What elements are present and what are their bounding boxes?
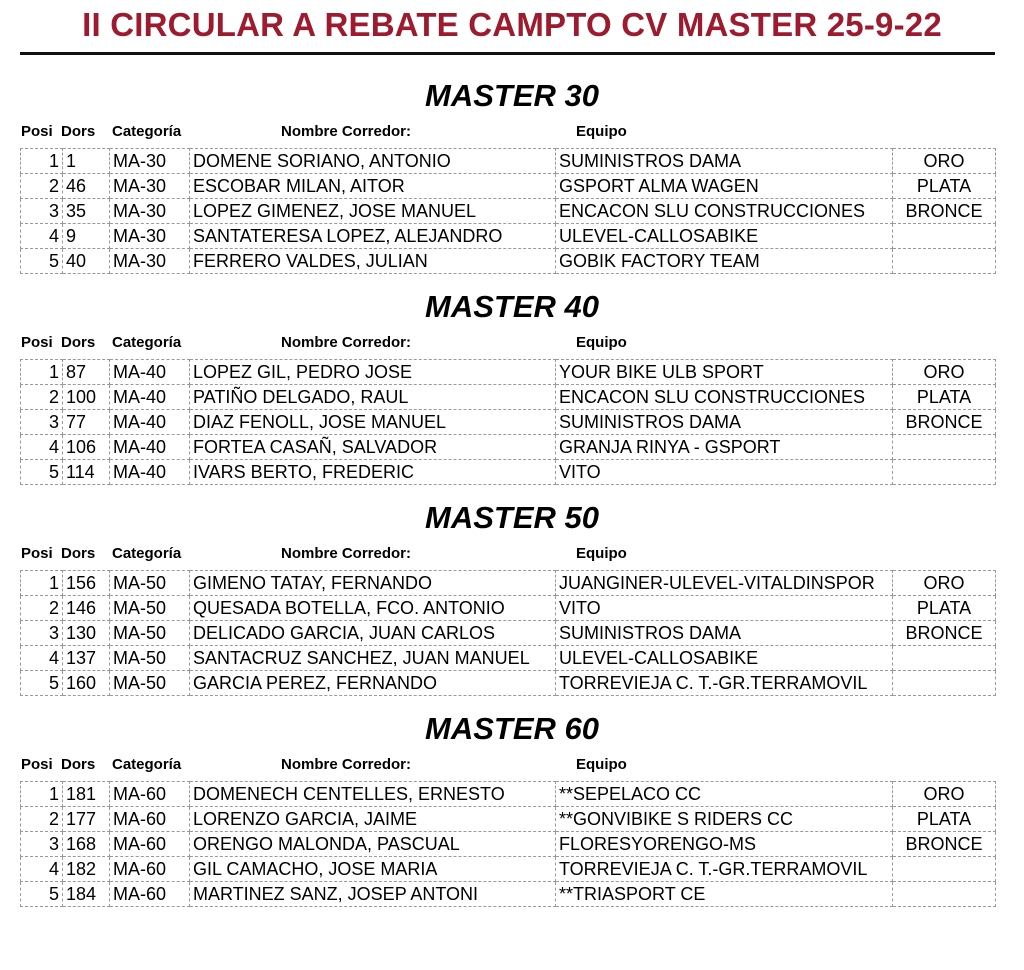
dorsal-cell: 35 [63, 199, 110, 224]
rider-name-cell: IVARS BERTO, FREDERIC [190, 460, 556, 485]
column-header-category: Categoría [112, 545, 182, 562]
table-row [21, 385, 996, 410]
position-cell: 2 [21, 596, 63, 621]
medal-cell: ORO [893, 149, 996, 174]
column-header-position: Posi [21, 756, 53, 773]
rider-name-cell: ORENGO MALONDA, PASCUAL [190, 832, 556, 857]
dorsal-cell: 100 [63, 385, 110, 410]
table-row [21, 435, 996, 460]
dorsal-cell: 160 [63, 671, 110, 696]
position-cell: 5 [21, 460, 63, 485]
table-row [21, 410, 996, 435]
category-cell: MA-30 [110, 174, 190, 199]
position-cell: 3 [21, 832, 63, 857]
medal-cell: BRONCE [893, 832, 996, 857]
medal-cell [893, 646, 996, 671]
column-header-team: Equipo [576, 123, 627, 140]
team-cell: TORREVIEJA C. T.-GR.TERRAMOVIL [556, 857, 893, 882]
team-cell: ULEVEL-CALLOSABIKE [556, 646, 893, 671]
team-cell: JUANGINER-ULEVEL-VITALDINSPOR [556, 571, 893, 596]
team-cell: SUMINISTROS DAMA [556, 149, 893, 174]
table-row [21, 646, 996, 671]
table-row [21, 782, 996, 807]
table-row [21, 224, 996, 249]
position-cell: 4 [21, 435, 63, 460]
team-cell: YOUR BIKE ULB SPORT [556, 360, 893, 385]
dorsal-cell: 1 [63, 149, 110, 174]
rider-name-cell: DIAZ FENOLL, JOSE MANUEL [190, 410, 556, 435]
column-header-dorsal: Dors [61, 334, 96, 351]
position-cell: 2 [21, 385, 63, 410]
position-cell: 2 [21, 174, 63, 199]
column-header-team: Equipo [576, 545, 627, 562]
column-header-dorsal: Dors [61, 123, 96, 140]
medal-cell: ORO [893, 360, 996, 385]
rider-name-cell: FERRERO VALDES, JULIAN [190, 249, 556, 274]
category-cell: MA-30 [110, 224, 190, 249]
category-cell: MA-60 [110, 782, 190, 807]
medal-cell [893, 882, 996, 907]
column-header-dorsal: Dors [61, 756, 96, 773]
table-row [21, 671, 996, 696]
position-cell: 3 [21, 199, 63, 224]
position-cell: 2 [21, 807, 63, 832]
dorsal-cell: 184 [63, 882, 110, 907]
results-table [20, 570, 996, 696]
position-cell: 5 [21, 249, 63, 274]
column-header-name: Nombre Corredor: [281, 334, 412, 351]
rider-name-cell: DOMENE SORIANO, ANTONIO [190, 149, 556, 174]
dorsal-cell: 168 [63, 832, 110, 857]
dorsal-cell: 9 [63, 224, 110, 249]
category-cell: MA-60 [110, 807, 190, 832]
medal-cell: BRONCE [893, 199, 996, 224]
category-cell: MA-50 [110, 621, 190, 646]
category-cell: MA-60 [110, 832, 190, 857]
column-header-team: Equipo [576, 334, 627, 351]
dorsal-cell: 114 [63, 460, 110, 485]
category-cell: MA-40 [110, 435, 190, 460]
category-cell: MA-50 [110, 646, 190, 671]
category-cell: MA-60 [110, 857, 190, 882]
medal-cell [893, 249, 996, 274]
category-cell: MA-40 [110, 410, 190, 435]
medal-cell: BRONCE [893, 410, 996, 435]
dorsal-cell: 77 [63, 410, 110, 435]
table-row [21, 857, 996, 882]
table-row [21, 571, 996, 596]
medal-cell [893, 435, 996, 460]
position-cell: 4 [21, 646, 63, 671]
rider-name-cell: QUESADA BOTELLA, FCO. ANTONIO [190, 596, 556, 621]
position-cell: 3 [21, 410, 63, 435]
team-cell: VITO [556, 596, 893, 621]
table-row [21, 807, 996, 832]
rider-name-cell: LORENZO GARCIA, JAIME [190, 807, 556, 832]
medal-cell [893, 671, 996, 696]
column-header-team: Equipo [576, 756, 627, 773]
table-row [21, 174, 996, 199]
dorsal-cell: 106 [63, 435, 110, 460]
dorsal-cell: 137 [63, 646, 110, 671]
medal-cell: ORO [893, 782, 996, 807]
team-cell: ENCACON SLU CONSTRUCCIONES [556, 385, 893, 410]
document-title: II CIRCULAR A REBATE CAMPTO CV MASTER 25-9-22 [82, 6, 942, 43]
category-cell: MA-40 [110, 385, 190, 410]
position-cell: 1 [21, 571, 63, 596]
column-header-category: Categoría [112, 334, 182, 351]
team-cell: SUMINISTROS DAMA [556, 621, 893, 646]
table-row [21, 832, 996, 857]
position-cell: 3 [21, 621, 63, 646]
medal-cell: PLATA [893, 807, 996, 832]
rider-name-cell: FORTEA CASAÑ, SALVADOR [190, 435, 556, 460]
category-section [0, 711, 1024, 911]
medal-cell [893, 224, 996, 249]
team-cell: TORREVIEJA C. T.-GR.TERRAMOVIL [556, 671, 893, 696]
results-table [20, 359, 996, 485]
medal-cell [893, 857, 996, 882]
table-row [21, 249, 996, 274]
column-header-dorsal: Dors [61, 545, 96, 562]
table-row [21, 596, 996, 621]
column-header-name: Nombre Corredor: [281, 756, 412, 773]
results-table [20, 148, 996, 274]
rider-name-cell: SANTATERESA LOPEZ, ALEJANDRO [190, 224, 556, 249]
column-header-category: Categoría [112, 123, 182, 140]
category-cell: MA-60 [110, 882, 190, 907]
team-cell: GSPORT ALMA WAGEN [556, 174, 893, 199]
dorsal-cell: 87 [63, 360, 110, 385]
category-cell: MA-30 [110, 149, 190, 174]
position-cell: 5 [21, 882, 63, 907]
medal-cell: BRONCE [893, 621, 996, 646]
category-cell: MA-30 [110, 199, 190, 224]
column-header-name: Nombre Corredor: [281, 545, 412, 562]
dorsal-cell: 130 [63, 621, 110, 646]
position-cell: 1 [21, 149, 63, 174]
column-header-position: Posi [21, 334, 53, 351]
column-header-category: Categoría [112, 756, 182, 773]
column-header-name: Nombre Corredor: [281, 123, 412, 140]
dorsal-cell: 181 [63, 782, 110, 807]
team-cell: **TRIASPORT CE [556, 882, 893, 907]
rider-name-cell: GIMENO TATAY, FERNANDO [190, 571, 556, 596]
rider-name-cell: MARTINEZ SANZ, JOSEP ANTONI [190, 882, 556, 907]
category-section [0, 289, 1024, 489]
position-cell: 4 [21, 224, 63, 249]
column-header-position: Posi [21, 123, 53, 140]
position-cell: 1 [21, 782, 63, 807]
rider-name-cell: LOPEZ GIMENEZ, JOSE MANUEL [190, 199, 556, 224]
team-cell: SUMINISTROS DAMA [556, 410, 893, 435]
rider-name-cell: PATIÑO DELGADO, RAUL [190, 385, 556, 410]
category-section [0, 500, 1024, 700]
rider-name-cell: GIL CAMACHO, JOSE MARIA [190, 857, 556, 882]
table-row [21, 460, 996, 485]
team-cell: **SEPELACO CC [556, 782, 893, 807]
title-divider [20, 52, 995, 55]
table-row [21, 149, 996, 174]
category-cell: MA-50 [110, 671, 190, 696]
category-title: MASTER 40 [425, 289, 599, 324]
table-row [21, 199, 996, 224]
team-cell: ULEVEL-CALLOSABIKE [556, 224, 893, 249]
dorsal-cell: 146 [63, 596, 110, 621]
team-cell: VITO [556, 460, 893, 485]
table-row [21, 621, 996, 646]
position-cell: 1 [21, 360, 63, 385]
team-cell: FLORESYORENGO-MS [556, 832, 893, 857]
team-cell: GOBIK FACTORY TEAM [556, 249, 893, 274]
category-title: MASTER 60 [425, 711, 599, 746]
dorsal-cell: 46 [63, 174, 110, 199]
dorsal-cell: 40 [63, 249, 110, 274]
dorsal-cell: 182 [63, 857, 110, 882]
category-cell: MA-30 [110, 249, 190, 274]
medal-cell: PLATA [893, 596, 996, 621]
rider-name-cell: ESCOBAR MILAN, AITOR [190, 174, 556, 199]
table-row [21, 882, 996, 907]
rider-name-cell: GARCIA PEREZ, FERNANDO [190, 671, 556, 696]
category-title: MASTER 30 [425, 78, 599, 113]
medal-cell: PLATA [893, 174, 996, 199]
position-cell: 4 [21, 857, 63, 882]
category-title: MASTER 50 [425, 500, 599, 535]
category-cell: MA-50 [110, 571, 190, 596]
rider-name-cell: DELICADO GARCIA, JUAN CARLOS [190, 621, 556, 646]
team-cell: ENCACON SLU CONSTRUCCIONES [556, 199, 893, 224]
rider-name-cell: SANTACRUZ SANCHEZ, JUAN MANUEL [190, 646, 556, 671]
category-cell: MA-50 [110, 596, 190, 621]
dorsal-cell: 177 [63, 807, 110, 832]
results-table [20, 781, 996, 907]
rider-name-cell: LOPEZ GIL, PEDRO JOSE [190, 360, 556, 385]
medal-cell: ORO [893, 571, 996, 596]
position-cell: 5 [21, 671, 63, 696]
column-header-position: Posi [21, 545, 53, 562]
team-cell: **GONVIBIKE S RIDERS CC [556, 807, 893, 832]
category-cell: MA-40 [110, 460, 190, 485]
rider-name-cell: DOMENECH CENTELLES, ERNESTO [190, 782, 556, 807]
team-cell: GRANJA RINYA - GSPORT [556, 435, 893, 460]
category-section [0, 78, 1024, 278]
medal-cell: PLATA [893, 385, 996, 410]
medal-cell [893, 460, 996, 485]
table-row [21, 360, 996, 385]
category-cell: MA-40 [110, 360, 190, 385]
dorsal-cell: 156 [63, 571, 110, 596]
